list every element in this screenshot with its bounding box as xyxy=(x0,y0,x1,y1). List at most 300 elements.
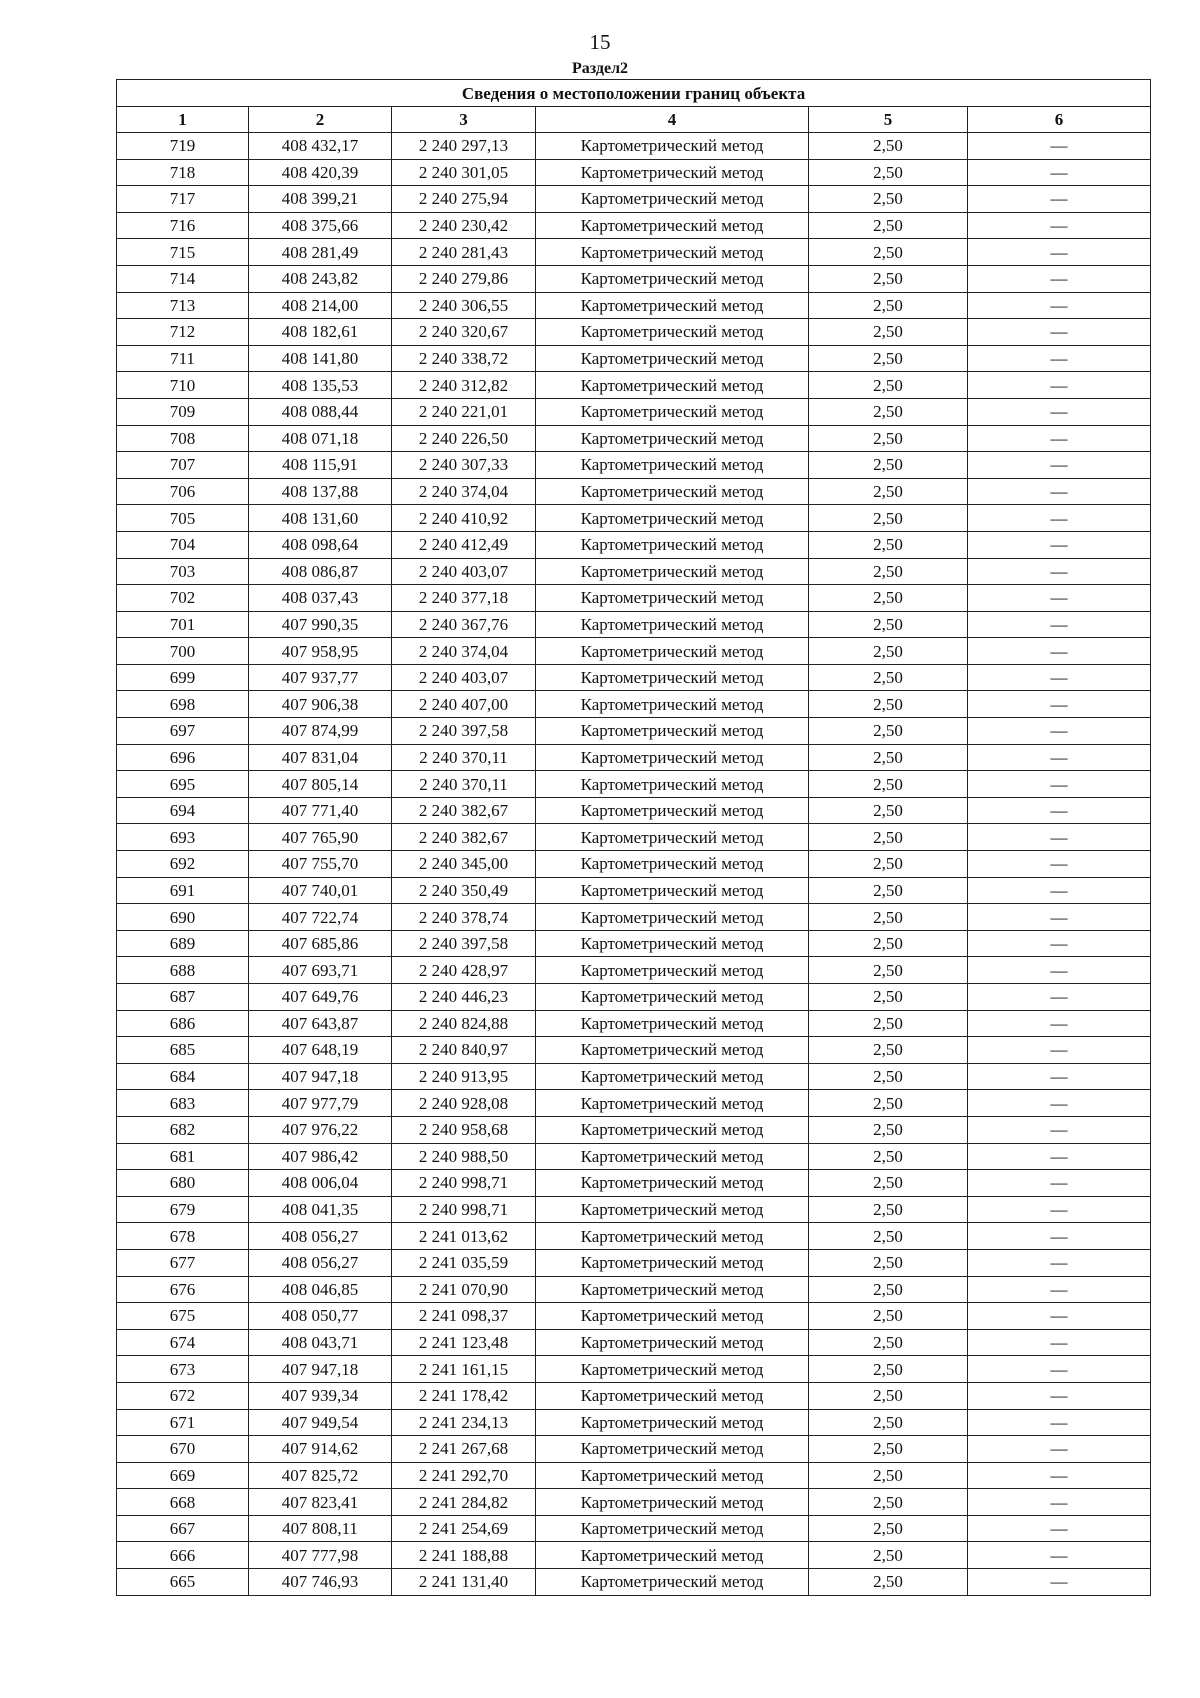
point-number-cell: 679 xyxy=(117,1196,249,1223)
accuracy-cell: 2,50 xyxy=(809,558,968,585)
table-row xyxy=(117,186,1151,213)
method-cell: Картометрический метод xyxy=(536,585,809,612)
description-cell: — xyxy=(968,1143,1151,1170)
point-number-cell: 684 xyxy=(117,1063,249,1090)
accuracy-cell: 2,50 xyxy=(809,1489,968,1516)
method-cell: Картометрический метод xyxy=(536,1356,809,1383)
x-coordinate-cell: 408 098,64 xyxy=(249,531,392,558)
point-number-cell: 687 xyxy=(117,984,249,1011)
y-coordinate-cell: 2 240 377,18 xyxy=(392,585,536,612)
accuracy-cell: 2,50 xyxy=(809,1436,968,1463)
table-row xyxy=(117,159,1151,186)
y-coordinate-cell: 2 241 131,40 xyxy=(392,1569,536,1596)
point-number-cell: 710 xyxy=(117,372,249,399)
x-coordinate-cell: 407 937,77 xyxy=(249,664,392,691)
table-row xyxy=(117,1462,1151,1489)
table-row xyxy=(117,1116,1151,1143)
x-coordinate-cell: 408 131,60 xyxy=(249,505,392,532)
table-row xyxy=(117,425,1151,452)
description-cell: — xyxy=(968,505,1151,532)
method-cell: Картометрический метод xyxy=(536,1462,809,1489)
description-cell: — xyxy=(968,1356,1151,1383)
accuracy-cell: 2,50 xyxy=(809,398,968,425)
description-cell: — xyxy=(968,824,1151,851)
accuracy-cell: 2,50 xyxy=(809,904,968,931)
table-row xyxy=(117,1329,1151,1356)
table-row xyxy=(117,744,1151,771)
method-cell: Картометрический метод xyxy=(536,186,809,213)
y-coordinate-cell: 2 241 013,62 xyxy=(392,1223,536,1250)
method-cell: Картометрический метод xyxy=(536,824,809,851)
description-cell: — xyxy=(968,1063,1151,1090)
method-cell: Картометрический метод xyxy=(536,319,809,346)
accuracy-cell: 2,50 xyxy=(809,1569,968,1596)
description-cell: — xyxy=(968,1223,1151,1250)
x-coordinate-cell: 408 043,71 xyxy=(249,1329,392,1356)
method-cell: Картометрический метод xyxy=(536,984,809,1011)
method-cell: Картометрический метод xyxy=(536,1063,809,1090)
accuracy-cell: 2,50 xyxy=(809,159,968,186)
x-coordinate-cell: 407 906,38 xyxy=(249,691,392,718)
table-row xyxy=(117,984,1151,1011)
point-number-cell: 704 xyxy=(117,531,249,558)
table-caption-row xyxy=(117,80,1151,107)
accuracy-cell: 2,50 xyxy=(809,133,968,160)
table-row xyxy=(117,877,1151,904)
accuracy-cell: 2,50 xyxy=(809,1515,968,1542)
y-coordinate-cell: 2 240 403,07 xyxy=(392,558,536,585)
accuracy-cell: 2,50 xyxy=(809,930,968,957)
description-cell: — xyxy=(968,1462,1151,1489)
table-row xyxy=(117,664,1151,691)
accuracy-cell: 2,50 xyxy=(809,425,968,452)
column-number: 1 xyxy=(117,107,249,133)
table-row xyxy=(117,611,1151,638)
y-coordinate-cell: 2 240 397,58 xyxy=(392,930,536,957)
y-coordinate-cell: 2 240 312,82 xyxy=(392,372,536,399)
x-coordinate-cell: 407 755,70 xyxy=(249,851,392,878)
table-row xyxy=(117,638,1151,665)
x-coordinate-cell: 408 115,91 xyxy=(249,452,392,479)
x-coordinate-cell: 408 135,53 xyxy=(249,372,392,399)
method-cell: Картометрический метод xyxy=(536,425,809,452)
y-coordinate-cell: 2 240 370,11 xyxy=(392,771,536,798)
accuracy-cell: 2,50 xyxy=(809,292,968,319)
x-coordinate-cell: 407 643,87 xyxy=(249,1010,392,1037)
accuracy-cell: 2,50 xyxy=(809,877,968,904)
point-number-cell: 703 xyxy=(117,558,249,585)
table-row xyxy=(117,797,1151,824)
point-number-cell: 706 xyxy=(117,478,249,505)
column-number: 6 xyxy=(968,107,1151,133)
table-row xyxy=(117,1249,1151,1276)
y-coordinate-cell: 2 240 367,76 xyxy=(392,611,536,638)
y-coordinate-cell: 2 240 403,07 xyxy=(392,664,536,691)
point-number-cell: 702 xyxy=(117,585,249,612)
table-row xyxy=(117,292,1151,319)
y-coordinate-cell: 2 240 824,88 xyxy=(392,1010,536,1037)
table-row xyxy=(117,904,1151,931)
x-coordinate-cell: 407 986,42 xyxy=(249,1143,392,1170)
description-cell: — xyxy=(968,877,1151,904)
x-coordinate-cell: 408 182,61 xyxy=(249,319,392,346)
y-coordinate-cell: 2 240 221,01 xyxy=(392,398,536,425)
method-cell: Картометрический метод xyxy=(536,691,809,718)
point-number-cell: 696 xyxy=(117,744,249,771)
description-cell: — xyxy=(968,1170,1151,1197)
x-coordinate-cell: 407 947,18 xyxy=(249,1063,392,1090)
method-cell: Картометрический метод xyxy=(536,159,809,186)
x-coordinate-cell: 407 825,72 xyxy=(249,1462,392,1489)
table-row xyxy=(117,851,1151,878)
method-cell: Картометрический метод xyxy=(536,797,809,824)
method-cell: Картометрический метод xyxy=(536,265,809,292)
method-cell: Картометрический метод xyxy=(536,1276,809,1303)
accuracy-cell: 2,50 xyxy=(809,1090,968,1117)
point-number-cell: 675 xyxy=(117,1303,249,1330)
description-cell: — xyxy=(968,1090,1151,1117)
table-row xyxy=(117,1196,1151,1223)
method-cell: Картометрический метод xyxy=(536,718,809,745)
description-cell: — xyxy=(968,797,1151,824)
y-coordinate-cell: 2 241 123,48 xyxy=(392,1329,536,1356)
x-coordinate-cell: 407 808,11 xyxy=(249,1515,392,1542)
y-coordinate-cell: 2 241 178,42 xyxy=(392,1382,536,1409)
point-number-cell: 669 xyxy=(117,1462,249,1489)
accuracy-cell: 2,50 xyxy=(809,1276,968,1303)
x-coordinate-cell: 408 086,87 xyxy=(249,558,392,585)
point-number-cell: 709 xyxy=(117,398,249,425)
method-cell: Картометрический метод xyxy=(536,531,809,558)
description-cell: — xyxy=(968,452,1151,479)
point-number-cell: 683 xyxy=(117,1090,249,1117)
accuracy-cell: 2,50 xyxy=(809,718,968,745)
description-cell: — xyxy=(968,265,1151,292)
point-number-cell: 671 xyxy=(117,1409,249,1436)
x-coordinate-cell: 407 947,18 xyxy=(249,1356,392,1383)
x-coordinate-cell: 408 006,04 xyxy=(249,1170,392,1197)
point-number-cell: 691 xyxy=(117,877,249,904)
description-cell: — xyxy=(968,1010,1151,1037)
x-coordinate-cell: 407 777,98 xyxy=(249,1542,392,1569)
accuracy-cell: 2,50 xyxy=(809,505,968,532)
description-cell: — xyxy=(968,1276,1151,1303)
y-coordinate-cell: 2 241 254,69 xyxy=(392,1515,536,1542)
y-coordinate-cell: 2 240 279,86 xyxy=(392,265,536,292)
method-cell: Картометрический метод xyxy=(536,1382,809,1409)
column-number: 4 xyxy=(536,107,809,133)
point-number-cell: 719 xyxy=(117,133,249,160)
description-cell: — xyxy=(968,1303,1151,1330)
point-number-cell: 712 xyxy=(117,319,249,346)
x-coordinate-cell: 407 685,86 xyxy=(249,930,392,957)
point-number-cell: 695 xyxy=(117,771,249,798)
accuracy-cell: 2,50 xyxy=(809,957,968,984)
x-coordinate-cell: 407 746,93 xyxy=(249,1569,392,1596)
method-cell: Картометрический метод xyxy=(536,851,809,878)
accuracy-cell: 2,50 xyxy=(809,1303,968,1330)
method-cell: Картометрический метод xyxy=(536,1436,809,1463)
point-number-cell: 708 xyxy=(117,425,249,452)
x-coordinate-cell: 407 976,22 xyxy=(249,1116,392,1143)
y-coordinate-cell: 2 241 234,13 xyxy=(392,1409,536,1436)
accuracy-cell: 2,50 xyxy=(809,452,968,479)
description-cell: — xyxy=(968,664,1151,691)
table-row xyxy=(117,531,1151,558)
description-cell: — xyxy=(968,1382,1151,1409)
table-row xyxy=(117,957,1151,984)
description-cell: — xyxy=(968,319,1151,346)
accuracy-cell: 2,50 xyxy=(809,1196,968,1223)
method-cell: Картометрический метод xyxy=(536,1515,809,1542)
x-coordinate-cell: 408 071,18 xyxy=(249,425,392,452)
x-coordinate-cell: 407 722,74 xyxy=(249,904,392,931)
y-coordinate-cell: 2 240 230,42 xyxy=(392,212,536,239)
x-coordinate-cell: 408 041,35 xyxy=(249,1196,392,1223)
point-number-cell: 686 xyxy=(117,1010,249,1037)
table-row xyxy=(117,372,1151,399)
method-cell: Картометрический метод xyxy=(536,957,809,984)
method-cell: Картометрический метод xyxy=(536,1170,809,1197)
method-cell: Картометрический метод xyxy=(536,558,809,585)
description-cell: — xyxy=(968,851,1151,878)
method-cell: Картометрический метод xyxy=(536,1329,809,1356)
accuracy-cell: 2,50 xyxy=(809,1356,968,1383)
accuracy-cell: 2,50 xyxy=(809,265,968,292)
point-number-cell: 700 xyxy=(117,638,249,665)
x-coordinate-cell: 407 805,14 xyxy=(249,771,392,798)
method-cell: Картометрический метод xyxy=(536,611,809,638)
point-number-cell: 694 xyxy=(117,797,249,824)
description-cell: — xyxy=(968,744,1151,771)
y-coordinate-cell: 2 240 374,04 xyxy=(392,638,536,665)
description-cell: — xyxy=(968,345,1151,372)
x-coordinate-cell: 408 056,27 xyxy=(249,1249,392,1276)
point-number-cell: 670 xyxy=(117,1436,249,1463)
point-number-cell: 716 xyxy=(117,212,249,239)
method-cell: Картометрический метод xyxy=(536,877,809,904)
description-cell: — xyxy=(968,771,1151,798)
accuracy-cell: 2,50 xyxy=(809,1143,968,1170)
method-cell: Картометрический метод xyxy=(536,292,809,319)
point-number-cell: 715 xyxy=(117,239,249,266)
y-coordinate-cell: 2 240 410,92 xyxy=(392,505,536,532)
point-number-cell: 665 xyxy=(117,1569,249,1596)
accuracy-cell: 2,50 xyxy=(809,1249,968,1276)
column-number: 5 xyxy=(809,107,968,133)
table-row xyxy=(117,585,1151,612)
description-cell: — xyxy=(968,239,1151,266)
accuracy-cell: 2,50 xyxy=(809,531,968,558)
description-cell: — xyxy=(968,1037,1151,1064)
method-cell: Картометрический метод xyxy=(536,771,809,798)
x-coordinate-cell: 408 281,49 xyxy=(249,239,392,266)
table-row xyxy=(117,1276,1151,1303)
description-cell: — xyxy=(968,904,1151,931)
table-row xyxy=(117,771,1151,798)
accuracy-cell: 2,50 xyxy=(809,1462,968,1489)
description-cell: — xyxy=(968,1489,1151,1516)
accuracy-cell: 2,50 xyxy=(809,1170,968,1197)
description-cell: — xyxy=(968,398,1151,425)
accuracy-cell: 2,50 xyxy=(809,851,968,878)
x-coordinate-cell: 407 949,54 xyxy=(249,1409,392,1436)
boundary-coordinates-table xyxy=(116,79,1151,1596)
section-label: Раздел2 xyxy=(571,60,629,77)
x-coordinate-cell: 408 137,88 xyxy=(249,478,392,505)
table-row xyxy=(117,1382,1151,1409)
description-cell: — xyxy=(968,1569,1151,1596)
table-row xyxy=(117,824,1151,851)
y-coordinate-cell: 2 241 284,82 xyxy=(392,1489,536,1516)
point-number-cell: 699 xyxy=(117,664,249,691)
x-coordinate-cell: 407 958,95 xyxy=(249,638,392,665)
accuracy-cell: 2,50 xyxy=(809,372,968,399)
y-coordinate-cell: 2 240 226,50 xyxy=(392,425,536,452)
point-number-cell: 697 xyxy=(117,718,249,745)
x-coordinate-cell: 407 648,19 xyxy=(249,1037,392,1064)
method-cell: Картометрический метод xyxy=(536,1143,809,1170)
accuracy-cell: 2,50 xyxy=(809,1542,968,1569)
table-row xyxy=(117,1063,1151,1090)
table-row xyxy=(117,319,1151,346)
x-coordinate-cell: 407 740,01 xyxy=(249,877,392,904)
accuracy-cell: 2,50 xyxy=(809,691,968,718)
table-row xyxy=(117,505,1151,532)
accuracy-cell: 2,50 xyxy=(809,1409,968,1436)
method-cell: Картометрический метод xyxy=(536,1569,809,1596)
accuracy-cell: 2,50 xyxy=(809,797,968,824)
table-row xyxy=(117,398,1151,425)
table-row xyxy=(117,1010,1151,1037)
table-row xyxy=(117,1223,1151,1250)
x-coordinate-cell: 407 771,40 xyxy=(249,797,392,824)
y-coordinate-cell: 2 240 374,04 xyxy=(392,478,536,505)
accuracy-cell: 2,50 xyxy=(809,1329,968,1356)
description-cell: — xyxy=(968,1249,1151,1276)
table-row xyxy=(117,1489,1151,1516)
accuracy-cell: 2,50 xyxy=(809,771,968,798)
y-coordinate-cell: 2 240 407,00 xyxy=(392,691,536,718)
point-number-cell: 673 xyxy=(117,1356,249,1383)
point-number-cell: 701 xyxy=(117,611,249,638)
method-cell: Картометрический метод xyxy=(536,930,809,957)
table-row xyxy=(117,691,1151,718)
description-cell: — xyxy=(968,611,1151,638)
accuracy-cell: 2,50 xyxy=(809,744,968,771)
table-row xyxy=(117,1037,1151,1064)
method-cell: Картометрический метод xyxy=(536,212,809,239)
column-number-row xyxy=(117,107,1151,133)
accuracy-cell: 2,50 xyxy=(809,585,968,612)
x-coordinate-cell: 407 990,35 xyxy=(249,611,392,638)
x-coordinate-cell: 407 693,71 xyxy=(249,957,392,984)
y-coordinate-cell: 2 240 370,11 xyxy=(392,744,536,771)
x-coordinate-cell: 408 399,21 xyxy=(249,186,392,213)
point-number-cell: 713 xyxy=(117,292,249,319)
table-body xyxy=(117,133,1151,1596)
description-cell: — xyxy=(968,425,1151,452)
point-number-cell: 677 xyxy=(117,1249,249,1276)
y-coordinate-cell: 2 241 070,90 xyxy=(392,1276,536,1303)
description-cell: — xyxy=(968,478,1151,505)
x-coordinate-cell: 408 432,17 xyxy=(249,133,392,160)
x-coordinate-cell: 408 420,39 xyxy=(249,159,392,186)
point-number-cell: 666 xyxy=(117,1542,249,1569)
table-row xyxy=(117,1170,1151,1197)
description-cell: — xyxy=(968,1409,1151,1436)
table-row xyxy=(117,1436,1151,1463)
y-coordinate-cell: 2 241 292,70 xyxy=(392,1462,536,1489)
x-coordinate-cell: 408 088,44 xyxy=(249,398,392,425)
y-coordinate-cell: 2 240 397,58 xyxy=(392,718,536,745)
y-coordinate-cell: 2 241 267,68 xyxy=(392,1436,536,1463)
table-row xyxy=(117,133,1151,160)
y-coordinate-cell: 2 240 382,67 xyxy=(392,797,536,824)
table-caption: Сведения о местоположении границ объекта xyxy=(117,80,1151,107)
y-coordinate-cell: 2 240 281,43 xyxy=(392,239,536,266)
x-coordinate-cell: 408 243,82 xyxy=(249,265,392,292)
accuracy-cell: 2,50 xyxy=(809,1223,968,1250)
method-cell: Картометрический метод xyxy=(536,133,809,160)
x-coordinate-cell: 407 939,34 xyxy=(249,1382,392,1409)
point-number-cell: 681 xyxy=(117,1143,249,1170)
x-coordinate-cell: 408 375,66 xyxy=(249,212,392,239)
y-coordinate-cell: 2 241 161,15 xyxy=(392,1356,536,1383)
table-row xyxy=(117,239,1151,266)
accuracy-cell: 2,50 xyxy=(809,212,968,239)
method-cell: Картометрический метод xyxy=(536,478,809,505)
y-coordinate-cell: 2 240 378,74 xyxy=(392,904,536,931)
x-coordinate-cell: 407 823,41 xyxy=(249,1489,392,1516)
method-cell: Картометрический метод xyxy=(536,1223,809,1250)
description-cell: — xyxy=(968,1116,1151,1143)
y-coordinate-cell: 2 240 320,67 xyxy=(392,319,536,346)
point-number-cell: 717 xyxy=(117,186,249,213)
point-number-cell: 676 xyxy=(117,1276,249,1303)
y-coordinate-cell: 2 240 928,08 xyxy=(392,1090,536,1117)
method-cell: Картометрический метод xyxy=(536,1489,809,1516)
y-coordinate-cell: 2 240 958,68 xyxy=(392,1116,536,1143)
point-number-cell: 678 xyxy=(117,1223,249,1250)
accuracy-cell: 2,50 xyxy=(809,984,968,1011)
x-coordinate-cell: 408 037,43 xyxy=(249,585,392,612)
accuracy-cell: 2,50 xyxy=(809,1037,968,1064)
method-cell: Картометрический метод xyxy=(536,452,809,479)
method-cell: Картометрический метод xyxy=(536,1116,809,1143)
y-coordinate-cell: 2 241 098,37 xyxy=(392,1303,536,1330)
table-row xyxy=(117,212,1151,239)
accuracy-cell: 2,50 xyxy=(809,664,968,691)
description-cell: — xyxy=(968,186,1151,213)
x-coordinate-cell: 408 214,00 xyxy=(249,292,392,319)
method-cell: Картометрический метод xyxy=(536,1303,809,1330)
method-cell: Картометрический метод xyxy=(536,372,809,399)
y-coordinate-cell: 2 240 275,94 xyxy=(392,186,536,213)
y-coordinate-cell: 2 240 338,72 xyxy=(392,345,536,372)
accuracy-cell: 2,50 xyxy=(809,345,968,372)
accuracy-cell: 2,50 xyxy=(809,186,968,213)
y-coordinate-cell: 2 240 988,50 xyxy=(392,1143,536,1170)
y-coordinate-cell: 2 240 297,13 xyxy=(392,133,536,160)
accuracy-cell: 2,50 xyxy=(809,1382,968,1409)
description-cell: — xyxy=(968,1515,1151,1542)
point-number-cell: 718 xyxy=(117,159,249,186)
x-coordinate-cell: 408 056,27 xyxy=(249,1223,392,1250)
description-cell: — xyxy=(968,585,1151,612)
point-number-cell: 674 xyxy=(117,1329,249,1356)
page-number: 15 xyxy=(589,30,611,54)
